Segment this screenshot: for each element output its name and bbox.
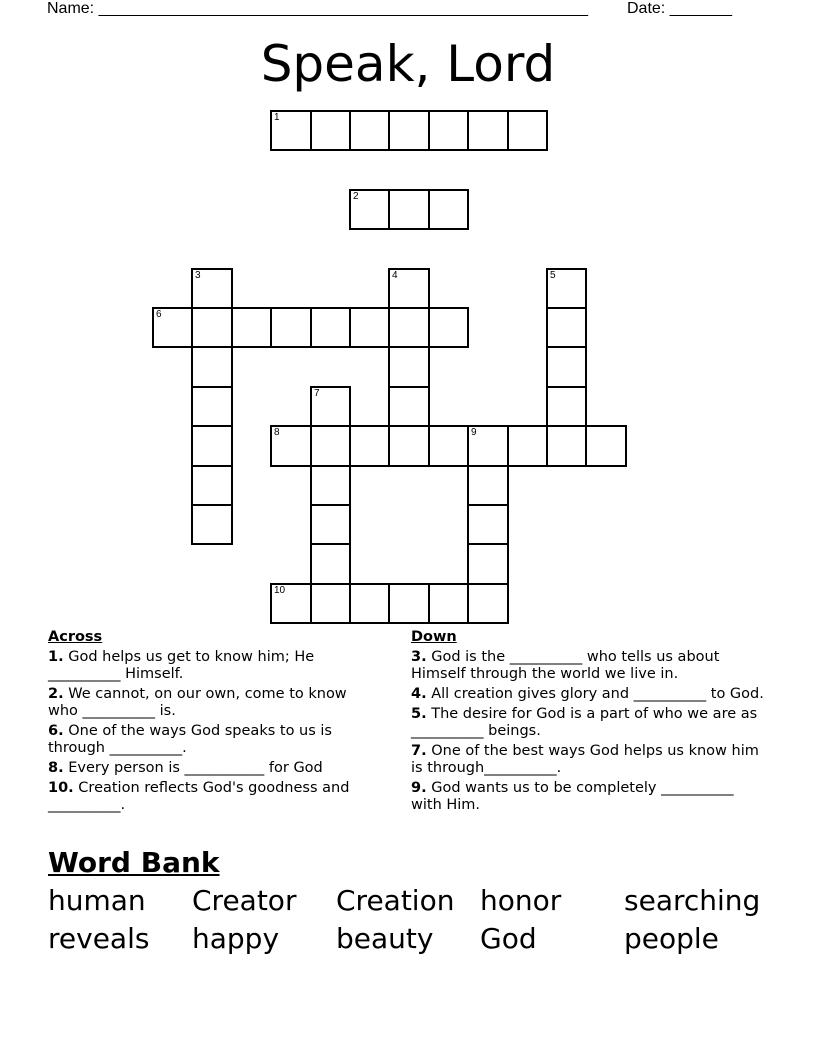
cell-number: 1 <box>274 112 280 123</box>
clue-text: God is the __________ who tells us about Himself through the world we live in. <box>411 649 720 682</box>
across-clues <box>48 629 368 817</box>
clue-text: Creation reflects God's goodness and __________. <box>48 780 350 813</box>
crossword-cell[interactable] <box>310 504 351 545</box>
clue-text: One of the ways God speaks to us is through __________. <box>48 723 332 756</box>
clue-down-4 <box>411 686 766 703</box>
clue-text: Every person is ___________ for God <box>68 760 323 776</box>
crossword-cell[interactable] <box>546 268 587 309</box>
crossword-cell[interactable] <box>270 307 312 348</box>
crossword-cell[interactable] <box>349 189 390 230</box>
word-bank-word: Creation <box>336 884 455 917</box>
word-bank-word: happy <box>192 922 280 955</box>
crossword-cell[interactable] <box>388 386 430 427</box>
clue-across-8 <box>48 760 368 777</box>
clue-number: 10. <box>48 780 74 796</box>
crossword-cell[interactable] <box>388 583 430 624</box>
clue-text: All creation gives glory and __________ to God. <box>431 686 764 702</box>
clue-across-10 <box>48 780 368 814</box>
crossword-cell[interactable] <box>467 110 509 151</box>
crossword-cell[interactable] <box>270 583 312 624</box>
clue-across-2 <box>48 686 368 720</box>
down-clues <box>411 629 766 817</box>
crossword-cell[interactable] <box>191 465 233 506</box>
crossword-cell[interactable] <box>546 386 587 427</box>
word-bank-word: beauty <box>336 922 434 955</box>
crossword-cell[interactable] <box>310 307 351 348</box>
clue-down-5 <box>411 706 766 740</box>
crossword-cell[interactable] <box>191 307 233 348</box>
crossword-cell[interactable] <box>388 425 430 467</box>
cell-number: 8 <box>274 427 280 438</box>
crossword-cell[interactable] <box>310 425 351 467</box>
clue-text: God wants us to be completely __________ with Him. <box>411 780 734 813</box>
cell-number: 6 <box>156 309 162 320</box>
word-bank-word: reveals <box>48 922 150 955</box>
clue-down-7 <box>411 743 766 777</box>
clue-number: 9. <box>411 780 427 796</box>
cell-number: 9 <box>471 427 477 438</box>
crossword-cell[interactable] <box>467 504 509 545</box>
cell-number: 3 <box>195 270 201 281</box>
clue-down-3 <box>411 649 766 683</box>
crossword-cell[interactable] <box>428 189 469 230</box>
clue-number: 6. <box>48 723 64 739</box>
crossword-cell[interactable] <box>191 386 233 427</box>
crossword-cell[interactable] <box>191 504 233 545</box>
crossword-cell[interactable] <box>428 425 469 467</box>
crossword-cell[interactable] <box>349 583 390 624</box>
across-heading: Across <box>48 629 103 645</box>
crossword-cell[interactable] <box>585 425 627 467</box>
crossword-cell[interactable] <box>546 346 587 388</box>
clue-number: 7. <box>411 743 427 759</box>
clue-number: 2. <box>48 686 64 702</box>
crossword-cell[interactable] <box>191 425 233 467</box>
crossword-cell[interactable] <box>428 307 469 348</box>
crossword-cell[interactable] <box>467 543 509 585</box>
page-title: Speak, Lord <box>260 35 556 93</box>
crossword-cell[interactable] <box>507 110 548 151</box>
crossword-cell[interactable] <box>231 307 272 348</box>
crossword-cell[interactable] <box>428 583 469 624</box>
date-field-line: Date: _______ <box>627 0 732 17</box>
crossword-cell[interactable] <box>270 110 312 151</box>
crossword-cell[interactable] <box>270 425 312 467</box>
crossword-cell[interactable] <box>310 110 351 151</box>
down-heading: Down <box>411 629 457 645</box>
cell-number: 7 <box>314 388 320 399</box>
crossword-cell[interactable] <box>310 583 351 624</box>
word-bank <box>48 882 788 958</box>
crossword-cell[interactable] <box>388 189 430 230</box>
crossword-cell[interactable] <box>388 346 430 388</box>
crossword-cell[interactable] <box>310 386 351 427</box>
crossword-cell[interactable] <box>349 307 390 348</box>
word-bank-word: God <box>480 922 537 955</box>
crossword-cell[interactable] <box>152 307 193 348</box>
clue-text: One of the best ways God helps us know him is through__________. <box>411 743 759 776</box>
clue-number: 5. <box>411 706 427 722</box>
word-bank-title: Word Bank <box>48 846 220 879</box>
crossword-cell[interactable] <box>467 465 509 506</box>
crossword-cell[interactable] <box>191 346 233 388</box>
crossword-cell[interactable] <box>388 268 430 309</box>
word-bank-word: Creator <box>192 884 297 917</box>
clue-down-9 <box>411 780 766 814</box>
cell-number: 2 <box>353 191 359 202</box>
name-field-line: Name: _______________________________________________________ <box>47 0 588 17</box>
crossword-cell[interactable] <box>349 110 390 151</box>
clue-across-1 <box>48 649 368 683</box>
clue-across-6 <box>48 723 368 757</box>
crossword-cell[interactable] <box>467 425 509 467</box>
cell-number: 5 <box>550 270 556 281</box>
crossword-cell[interactable] <box>546 307 587 348</box>
word-bank-word: people <box>624 922 719 955</box>
clue-number: 3. <box>411 649 427 665</box>
clue-number: 4. <box>411 686 427 702</box>
word-bank-word: searching <box>624 884 761 917</box>
crossword-cell[interactable] <box>507 425 548 467</box>
crossword-cell[interactable] <box>388 110 430 151</box>
crossword-cell[interactable] <box>310 543 351 585</box>
crossword-cell[interactable] <box>191 268 233 309</box>
clue-number: 1. <box>48 649 64 665</box>
word-bank-word: human <box>48 884 146 917</box>
cell-number: 10 <box>274 585 286 596</box>
word-bank-word: honor <box>480 884 562 917</box>
clue-text: God helps us get to know him; He __________ Himself. <box>48 649 315 682</box>
clue-number: 8. <box>48 760 64 776</box>
crossword-cell[interactable] <box>310 465 351 506</box>
cell-number: 4 <box>392 270 398 281</box>
crossword-cell[interactable] <box>349 425 390 467</box>
crossword-cell[interactable] <box>546 425 587 467</box>
clue-text: We cannot, on our own, come to know who __________ is. <box>48 686 347 719</box>
crossword-cell[interactable] <box>467 583 509 624</box>
crossword-cell[interactable] <box>428 110 469 151</box>
clue-text: The desire for God is a part of who we are as __________ beings. <box>411 706 758 739</box>
crossword-cell[interactable] <box>388 307 430 348</box>
